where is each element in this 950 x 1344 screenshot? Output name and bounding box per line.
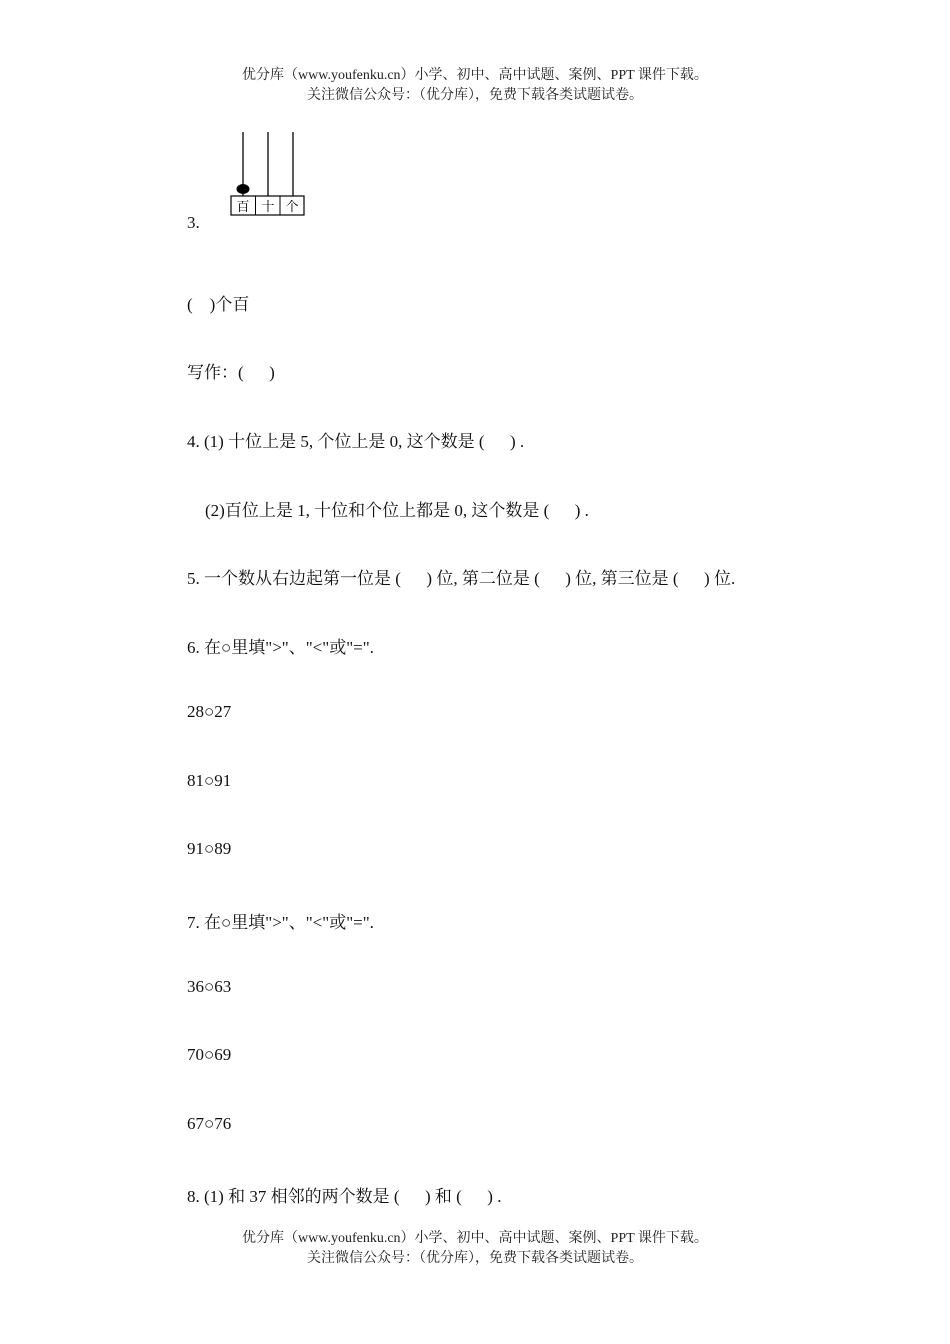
footer-line-1: 优分库（www.youfenku.cn）小学、初中、高中试题、案例、PPT 课件下载。 — [242, 1231, 708, 1246]
question-7-item: 70○69 — [187, 1045, 232, 1064]
question-6: 6. 在○里填">"、"<"或"=". — [187, 638, 374, 657]
page-header — [0, 66, 950, 106]
question-5: 5. 一个数从右边起第一位是 ( ) 位, 第二位是 ( ) 位, 第三位是 ( ) 位. — [187, 569, 736, 588]
question-7-item: 67○76 — [187, 1114, 232, 1133]
question-6-item: 91○89 — [187, 839, 232, 858]
question-7: 7. 在○里填">"、"<"或"=". — [187, 913, 374, 932]
footer-line-2: 关注微信公众号：（优分库），免费下载各类试题试卷。 — [307, 1251, 643, 1266]
question-7-item: 36○63 — [187, 977, 232, 996]
abacus-diagram — [230, 130, 310, 220]
question-6-item: 28○27 — [187, 702, 232, 721]
question-4-part-1: 4. (1) 十位上是 5, 个位上是 0, 这个数是 ( ) . — [187, 432, 525, 451]
page-footer — [0, 1229, 950, 1269]
question-3-write-blank: 写作：( ) — [187, 363, 275, 382]
abacus-label-ones: 个 — [285, 200, 299, 215]
header-line-2: 关注微信公众号：（优分库），免费下载各类试题试卷。 — [307, 88, 643, 103]
question-6-item: 81○91 — [187, 771, 232, 790]
question-8-part-1: 8. (1) 和 37 相邻的两个数是 ( ) 和 ( ) . — [187, 1187, 502, 1206]
header-line-1: 优分库（www.youfenku.cn）小学、初中、高中试题、案例、PPT 课件下载。 — [242, 68, 708, 83]
question-3-hundreds-blank: ( )个百 — [187, 295, 250, 314]
abacus-bead-hundreds — [237, 184, 250, 194]
question-4-part-2: (2)百位上是 1, 十位和个位上都是 0, 这个数是 ( ) . — [205, 501, 589, 520]
abacus-label-hundreds: 百 — [236, 200, 250, 215]
abacus-label-tens: 十 — [261, 200, 275, 215]
question-3-number: 3. — [187, 213, 200, 232]
